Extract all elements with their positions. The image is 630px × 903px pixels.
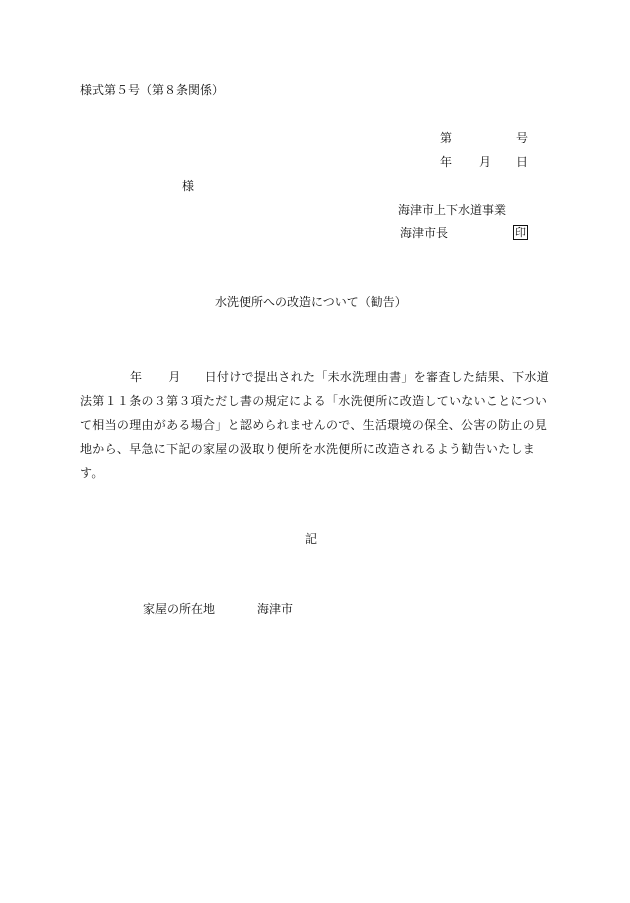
document-number-prefix: 第 <box>440 131 453 145</box>
date-month: 月 <box>479 155 492 169</box>
seal-mark: 印 <box>515 226 526 239</box>
body-month: 月 <box>168 370 181 384</box>
issuer-title: 海津市長 <box>400 226 449 240</box>
subject-title: 水洗便所への改造について（勧告） <box>215 295 407 309</box>
note-heading: 記 <box>305 532 318 546</box>
detail-value: 海津市 <box>257 602 294 616</box>
body-text: 日付けで提出された「未水洗理由書」を審査した結果、下水道法第１１条の３第３項ただし書の規定による「水洗便所に改造していないことについて相当の理由がある場合」と認められませんので、生活環境の保全、公害の防止の見地から、早急に下記の家屋の汲取り便所を水洗便所に改造されるよう勧告いたします。 <box>80 370 550 480</box>
issuer-seal <box>513 224 528 240</box>
addressee-suffix: 様 <box>182 179 195 193</box>
date-day: 日 <box>516 155 529 169</box>
document-number-suffix: 号 <box>516 131 529 145</box>
body-paragraph <box>80 365 552 485</box>
form-label: 様式第５号（第８条関係） <box>80 83 225 97</box>
detail-label: 家屋の所在地 <box>143 602 216 616</box>
date-year: 年 <box>440 155 453 169</box>
body-year: 年 <box>130 370 143 384</box>
issuer-organization: 海津市上下水道事業 <box>398 203 507 217</box>
